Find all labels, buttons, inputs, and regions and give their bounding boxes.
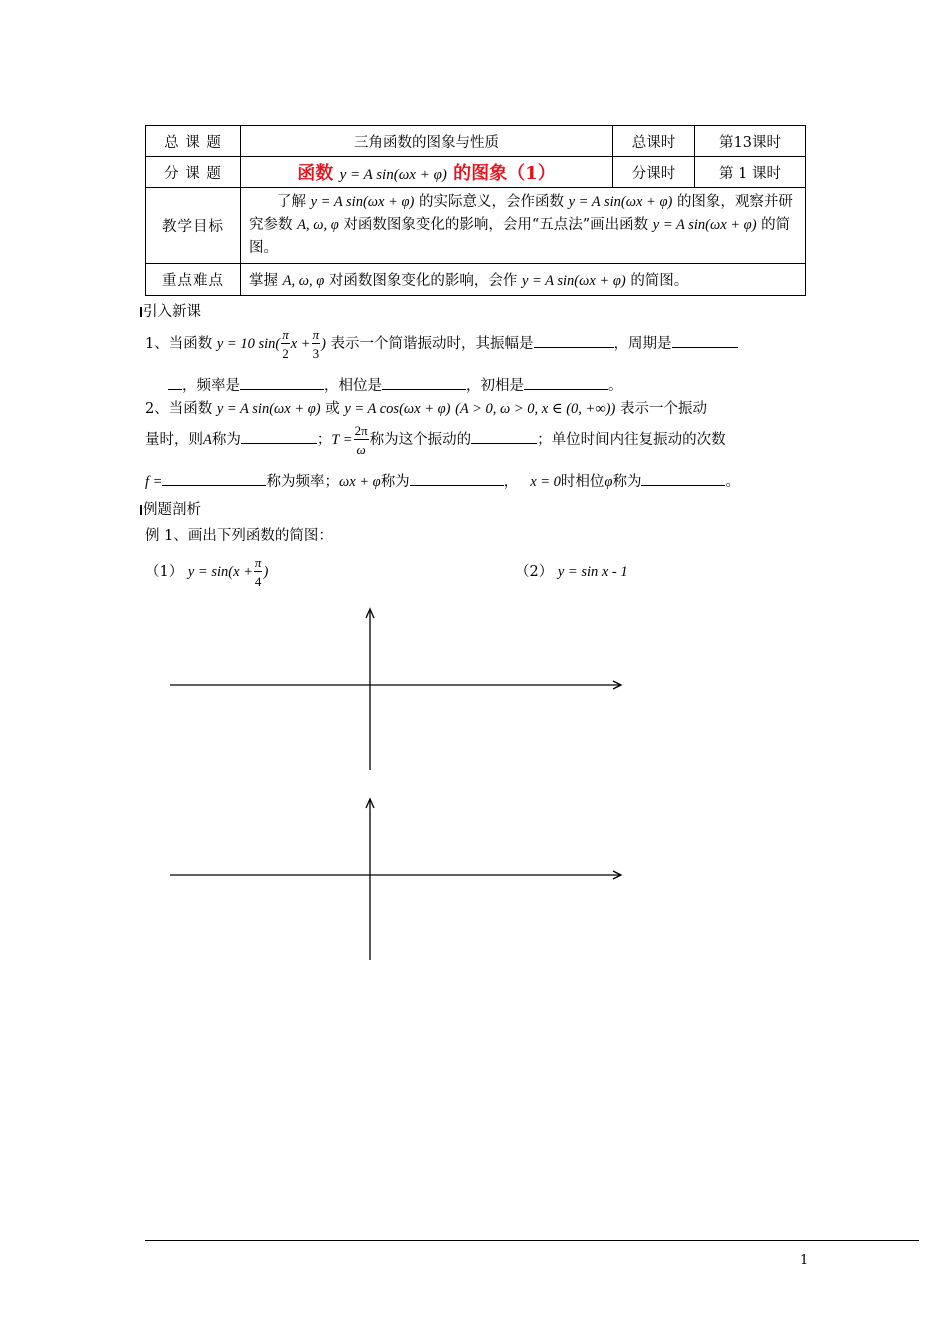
question-2-line-3: f = 称为频率；ωx + φ称为 ， x = 0时相位φ称为 。 bbox=[145, 470, 740, 491]
sub-topic-title-post: 的图象（1） bbox=[453, 163, 556, 184]
teaching-goals-text: 了解 y = A sin(ωx + φ) 的实际意义，会作函数 y = A sin(ωx + φ) 的图象，观察并研究参数 A, ω, φ 对函数图象变化的影响，会用“五点法”画出函数 y = A sin(ωx + φ) 的简图。 bbox=[241, 188, 806, 264]
problem-2: （2） y = sin x - 1 bbox=[515, 564, 628, 580]
question-2-line-2: 量时，则A称为 ；T = $\frac{2\pi}{\omega}$ 称为这个振动的 ；单位时间内往复振动的次数 bbox=[145, 423, 726, 457]
sub-topic-formula: y = A sin(ωx + φ) bbox=[339, 167, 447, 183]
question-1-line-2: ，频率是 ，相位是 ，初相是 。 bbox=[168, 374, 623, 395]
fraction-2pi-over-omega: $\frac{2\pi}{\omega}$ bbox=[354, 423, 368, 457]
axes-set-2 bbox=[170, 799, 621, 960]
fraction-pi-over-3: $\frac{\pi}{3}$ bbox=[312, 327, 320, 361]
total-topic-label: 总 课 题 bbox=[146, 126, 241, 157]
section-examples-heading: 例题剖析 bbox=[140, 498, 201, 519]
fraction-pi-over-2: $\frac{\pi}{2}$ bbox=[282, 327, 289, 361]
total-periods-label: 总课时 bbox=[613, 126, 695, 157]
question-2-line-1: 2、当函数 y = A sin(ωx + φ) 或 y = A cos(ωx + φ) (A > 0, ω > 0, x ∈ (0, +∞)) 表示一个振动 bbox=[145, 401, 707, 417]
total-periods-value: 第13课时 bbox=[695, 126, 806, 157]
teaching-goals-label: 教学目标 bbox=[146, 188, 241, 264]
sub-topic-label: 分 课 题 bbox=[146, 157, 241, 188]
section-intro-heading: 引入新课 bbox=[140, 300, 201, 321]
sub-topic-title-pre: 函数 bbox=[297, 163, 334, 184]
key-points-label: 重点难点 bbox=[146, 264, 241, 296]
problem-1: （1） y = sin(x + $\frac{\pi}{4}$ ) bbox=[145, 555, 269, 589]
page-number: 1 bbox=[800, 1253, 809, 1268]
fraction-pi-over-4: $\frac{\pi}{4}$ bbox=[254, 555, 262, 589]
sub-periods-label: 分课时 bbox=[613, 157, 695, 188]
axes-set-1 bbox=[170, 609, 621, 770]
total-topic-value: 三角函数的图象与性质 bbox=[241, 126, 613, 157]
footer-divider bbox=[145, 1240, 919, 1241]
example-1-prompt: 例 1、画出下列函数的简图： bbox=[145, 528, 333, 544]
sub-periods-value: 第 1 课时 bbox=[695, 157, 806, 188]
question-1-line-1: 1、当函数 y = 10 sin( $\frac{\pi}{2}$ x + $\frac{\pi}{3}$ ) 表示一个简谐振动时，其振幅是 ，周期是 bbox=[145, 328, 738, 360]
key-points-text: 掌握 A, ω, φ 对函数图象变化的影响，会作 y = A sin(ωx + φ) 的简图。 bbox=[241, 264, 806, 296]
